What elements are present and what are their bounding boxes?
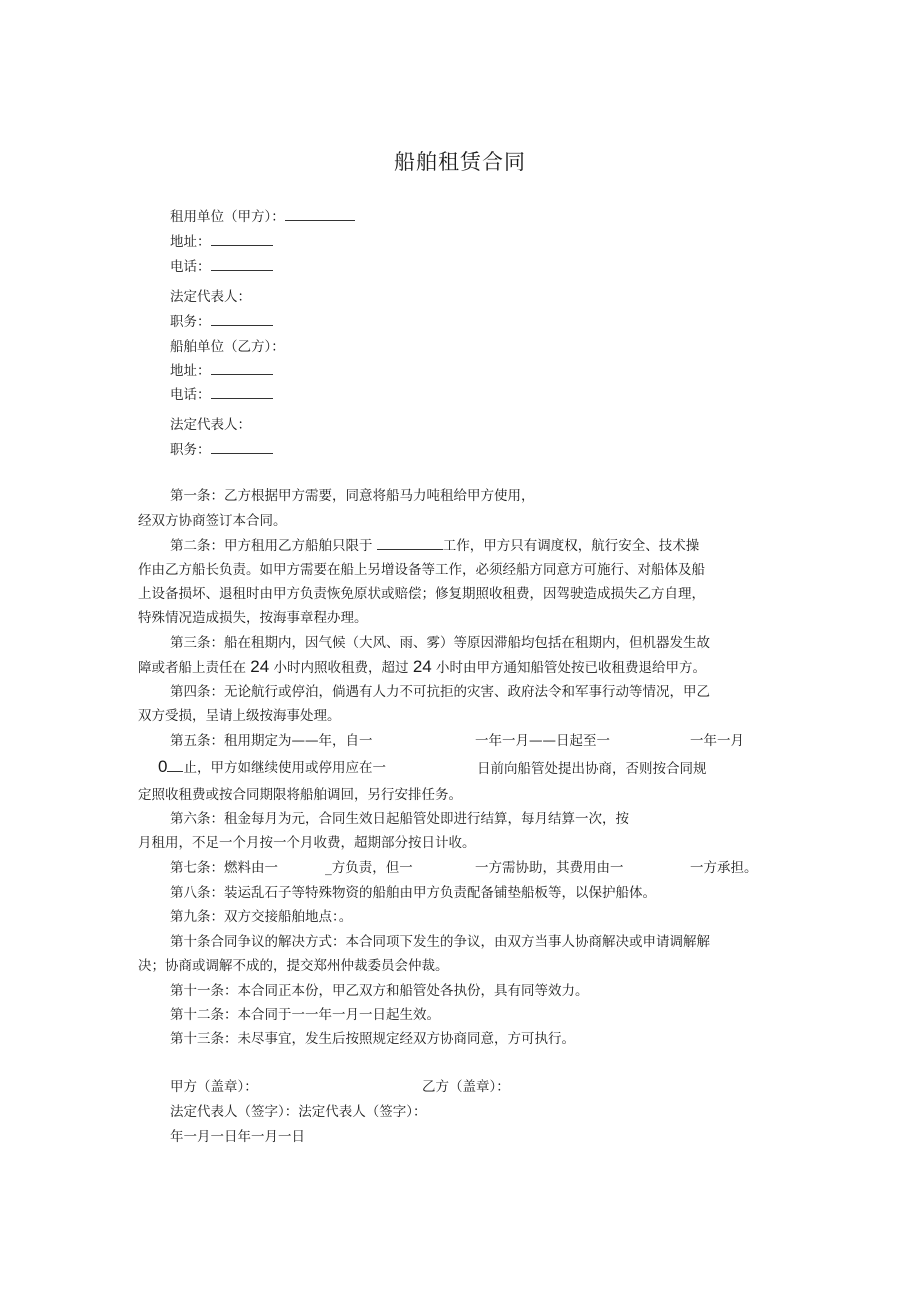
clause-5-part-c: 一年一月 (690, 733, 744, 749)
clause-5-zero: 0 (158, 757, 168, 776)
clause-3-line-1: 第三条：船在租期内，因气候（大风、雨、雾）等原因滞船均包括在租期内，但机器发生故 (170, 635, 710, 651)
party-a-position-label: 职务： (170, 314, 211, 330)
party-b-phone-line (170, 386, 273, 404)
party-a-seal: 甲方（盖章）： (170, 1079, 258, 1095)
clause-5-zero-blank (167, 759, 183, 772)
clause-7-part-a: 第七条：燃料由一 (170, 860, 278, 876)
party-a-position-line (170, 313, 273, 331)
clause-4-line-1: 第四条：无论航行或停泊，倘遇有人力不可抗拒的灾害、政府法令和军事行动等情况，甲乙 (170, 684, 710, 700)
party-a-address-blank (211, 233, 273, 246)
party-b-legal-rep: 法定代表人： (170, 417, 251, 433)
clause-11: 第十一条：本合同正本份，甲乙双方和船管处各执份，具有同等效力。 (170, 983, 589, 999)
party-a-address-label: 地址： (170, 234, 211, 250)
party-b-address-line (170, 362, 273, 380)
clause-1-line-1: 第一条：乙方根据甲方需要，同意将船马力吨租给甲方使用， (170, 488, 535, 504)
party-a-position-blank (211, 313, 273, 326)
legal-rep-signatures: 法定代表人（签字）：法定代表人（签字）： (170, 1104, 427, 1120)
clause-2-line-4: 特殊情况造成损失，按海事章程办理。 (138, 610, 368, 626)
clause-7-part-b: _方负责，但一 (325, 860, 413, 876)
clause-5-part-b: 一年一月——日起至一 (475, 733, 610, 749)
clause-4-line-2: 双方受损，呈请上级按海事处理。 (138, 708, 341, 724)
clause-12: 第十二条：本合同于一一年一月一日起生效。 (170, 1007, 440, 1023)
party-a-unit-label: 租用单位（甲方）： (170, 209, 285, 225)
clause-7-part-d: 一方承担。 (690, 860, 758, 876)
party-b-phone-blank (211, 386, 273, 399)
clause-3-hours-2: 24 (412, 657, 432, 676)
document-title: 船舶租赁合同 (394, 150, 526, 174)
party-a-unit-line (170, 208, 355, 226)
party-b-position-line (170, 441, 273, 459)
clause-2-line-3: 上设备损坏、退租时由甲方负责恢免原状或赔偿；修复期照收租费，因驾驶造成损失乙方自理， (138, 586, 705, 602)
clause-2-blank (377, 537, 443, 550)
party-b-address-label: 地址： (170, 363, 211, 379)
clause-13: 第十三条：未尽事宜，发生后按照规定经双方协商同意，方可执行。 (170, 1031, 575, 1047)
clause-3-text-a: 障或者船上责任在 (138, 660, 246, 676)
clause-8: 第八条：装运乱石子等特殊物资的船舶由甲方负责配备铺垫船板等，以保护船体。 (170, 885, 656, 901)
signature-dates: 年一月一日年一月一日 (170, 1129, 305, 1145)
clause-2-line-1 (170, 537, 699, 555)
clause-5-text-b: 止，甲方如继续使用或停用应在一 (183, 760, 386, 776)
party-b-unit: 船舶单位（乙方）： (170, 339, 285, 355)
party-a-legal-rep: 法定代表人： (170, 289, 251, 305)
party-a-address-line (170, 233, 273, 251)
party-b-seal: 乙方（盖章）： (422, 1079, 510, 1095)
party-a-unit-blank (285, 208, 355, 221)
clause-9: 第九条：双方交接船舶地点：。 (170, 909, 353, 925)
clause-10-line-1: 第十条合同争议的解决方式：本合同项下发生的争议，由双方当事人协商解决或申请调解解 (170, 934, 710, 950)
clause-6-line-1: 第六条：租金每月为元，合同生效日起船管处即进行结算，每月结算一次，按 (170, 811, 629, 827)
clause-7-part-c: 一方需协助，其费用由一 (475, 860, 624, 876)
clause-5-line-3: 定照收租费或按合同期限将船舶调回，另行安排任务。 (138, 787, 462, 803)
clause-2-text-a: 第二条：甲方租用乙方船舶只限于 (170, 538, 373, 554)
clause-5-line-2-c: 日前向船管处提出协商，否则按合同规 (477, 761, 707, 777)
party-b-address-blank (211, 362, 273, 375)
party-a-phone-line (170, 258, 273, 276)
clause-3-text-c: 小时由甲方通知船管处按已收租费退给甲方。 (436, 660, 707, 676)
clause-10-line-2: 决；协商或调解不成的，提交郑州仲裁委员会仲裁。 (138, 958, 449, 974)
clause-3-line-2 (138, 658, 706, 677)
clause-2-line-2: 作由乙方船长负责。如甲方需要在船上另增设备等工作，必须经船方同意方可施行、对船体及船 (138, 562, 705, 578)
clause-1-line-2: 经双方协商签订本合同。 (138, 513, 287, 529)
clause-5-line-2-a (158, 758, 386, 777)
party-b-position-label: 职务： (170, 442, 211, 458)
party-a-phone-label: 电话： (170, 259, 211, 275)
party-b-phone-label: 电话： (170, 387, 211, 403)
party-b-position-blank (211, 441, 273, 454)
party-a-phone-blank (211, 258, 273, 271)
clause-3-text-b: 小时内照收租费，超过 (273, 660, 409, 676)
clause-5-part-a: 第五条：租用期定为——年，自一 (170, 733, 373, 749)
clause-3-hours-1: 24 (250, 657, 270, 676)
clause-2-text-b: 工作，甲方只有调度权，航行安全、技术操 (442, 538, 700, 554)
clause-6-line-2: 月租用，不足一个月按一个月收费，超期部分按日计收。 (138, 835, 476, 851)
